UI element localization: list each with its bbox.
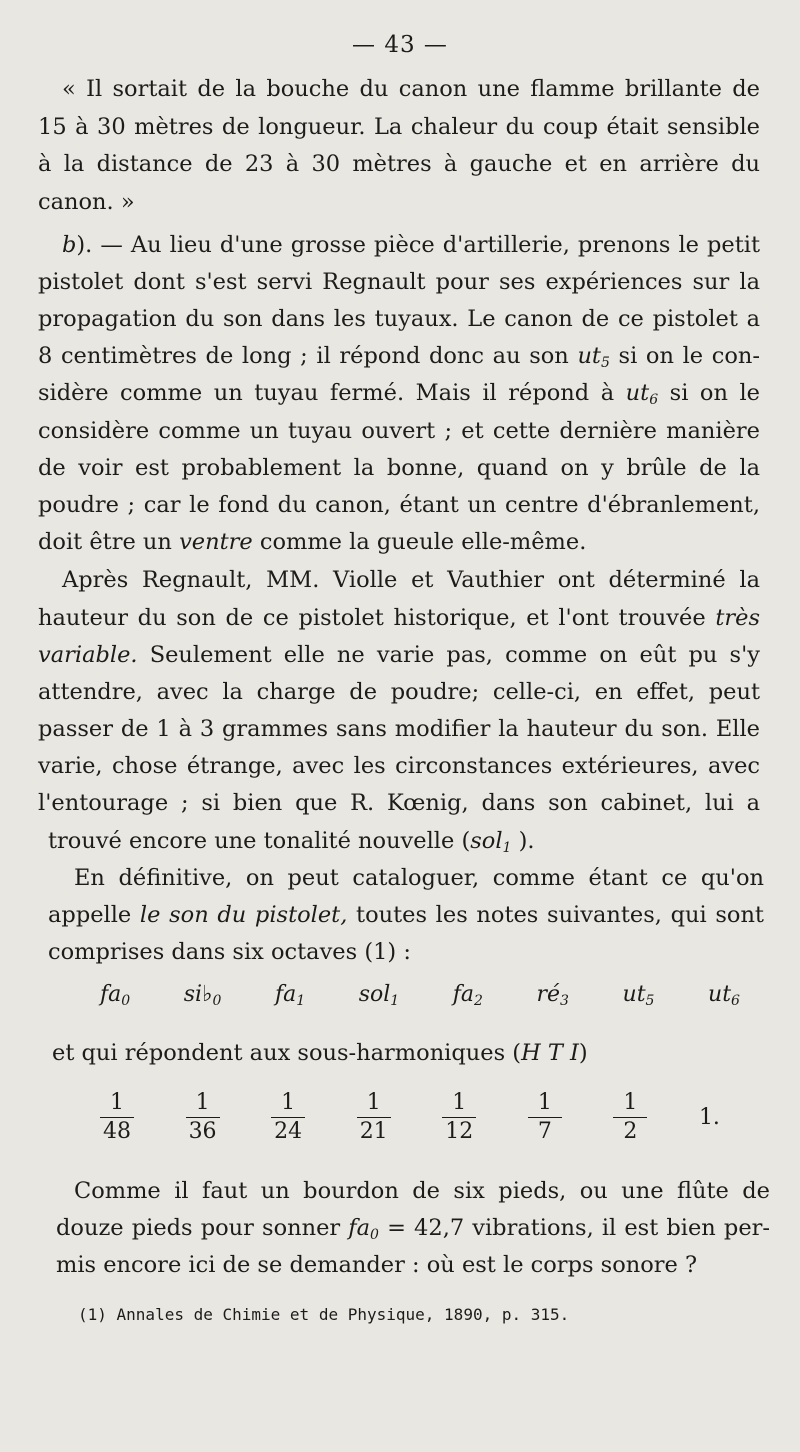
fractions-row: [100, 1090, 720, 1145]
italic-word: très: [715, 605, 760, 631]
fraction: $\frac{1}{2}$: [613, 1090, 647, 1145]
italic-word: ventre: [179, 529, 253, 555]
fraction-last: 1.: [698, 1105, 720, 1130]
note-fa0: $fa_0$: [348, 1215, 379, 1243]
text-line: propagation du son dans les tuyaux. Le canon de ce pistolet a: [38, 306, 760, 332]
text-line: l'entourage ; si bien que R. Kœnig, dans son cabinet, lui a: [38, 790, 760, 816]
text-line: variable. Seulement elle ne varie pas, comme on eût pu s'y: [38, 642, 760, 668]
text-line: 8 centimètres de long ; il répond donc au son $ut_5$ si on le con-: [38, 343, 760, 371]
notes-list: [100, 982, 740, 1007]
text-line: Comme il faut un bourdon de six pieds, ou une flûte de: [74, 1178, 770, 1204]
text-line: appelle le son du pistolet, toutes les notes suivantes, qui sont: [48, 902, 764, 928]
fraction: $\frac{1}{12}$: [442, 1090, 476, 1145]
fraction: $\frac{1}{36}$: [186, 1090, 220, 1145]
text-line: considère comme un tuyau ouvert ; et cette dernière manière: [38, 418, 760, 444]
note-item: $fa_1$: [274, 982, 306, 1009]
text-line: canon. »: [38, 189, 135, 215]
text-line: sidère comme un tuyau fermé. Mais il répond à $ut_6$ si on le: [38, 380, 760, 408]
text-line: de voir est probablement la bonne, quand on y brûle de la: [38, 455, 760, 481]
text-line: à la distance de 23 à 30 mètres à gauche et en arrière du: [38, 151, 760, 177]
text-line: poudre ; car le fond du canon, étant un centre d'ébranlement,: [38, 492, 760, 518]
text-line: douze pieds pour sonner $fa_0 = 42,7$ vibrations, il est bien per-: [56, 1215, 770, 1243]
text-line: comprises dans six octaves (1) :: [48, 939, 411, 965]
text-line: pistolet dont s'est servi Regnault pour ses expériences sur la: [38, 269, 760, 295]
fraction: $\frac{1}{48}$: [100, 1090, 134, 1145]
item-letter: b: [62, 232, 77, 258]
note-item: $ré_3$: [536, 982, 569, 1009]
text-line: et qui répondent aux sous-harmoniques (H T I): [52, 1040, 588, 1066]
note-ut5: $ut_5$: [577, 343, 610, 371]
text-line: 15 à 30 mètres de longueur. La chaleur du coup était sensible: [38, 114, 760, 140]
note-item: $ut_6$: [708, 982, 740, 1009]
note-item: $si♭_0$: [183, 982, 222, 1009]
fraction: $\frac{1}{7}$: [528, 1090, 562, 1145]
note-item: $ut_5$: [622, 982, 655, 1009]
note-item: $fa_2$: [452, 982, 483, 1009]
page-number: — 43 —: [352, 32, 448, 58]
text-line: varie, chose étrange, avec les circonstances extérieures, avec: [38, 753, 760, 779]
text-line: passer de 1 à 3 grammes sans modifier la hauteur du son. Elle: [38, 716, 760, 742]
footnote: (1) Annales de Chimie et de Physique, 1890, p. 315.: [78, 1305, 570, 1324]
text-line: b). — Au lieu d'une grosse pièce d'artillerie, prenons le petit: [62, 232, 760, 258]
fraction: $\frac{1}{21}$: [357, 1090, 391, 1145]
text-line: hauteur du son de ce pistolet historique, et l'ont trouvée très: [38, 605, 760, 631]
note-item: sol$_1$: [358, 982, 400, 1009]
italic-phrase: le son du pistolet,: [139, 902, 348, 928]
note-item: $fa_0$: [100, 982, 131, 1009]
italic-abbrev: H T I: [521, 1040, 579, 1066]
text-line: mis encore ici de se demander : où est le corps sonore ?: [56, 1252, 698, 1278]
italic-word: variable.: [38, 642, 138, 668]
fraction: $\frac{1}{24}$: [271, 1090, 305, 1145]
note-sol1: sol$_1$: [470, 828, 512, 856]
text-line: trouvé encore une tonalité nouvelle (sol$_1$ ).: [48, 828, 535, 856]
note-ut6: $ut_6$: [625, 380, 659, 408]
text-line: doit être un ventre comme la gueule elle-même.: [38, 529, 587, 555]
text-line: attendre, avec la charge de poudre; celle-ci, en effet, peut: [38, 679, 760, 705]
text-line: Après Regnault, MM. Violle et Vauthier ont déterminé la: [62, 567, 760, 593]
text-line: En définitive, on peut cataloguer, comme étant ce qu'on: [74, 865, 764, 891]
text-line: « Il sortait de la bouche du canon une flamme brillante de: [62, 76, 760, 102]
